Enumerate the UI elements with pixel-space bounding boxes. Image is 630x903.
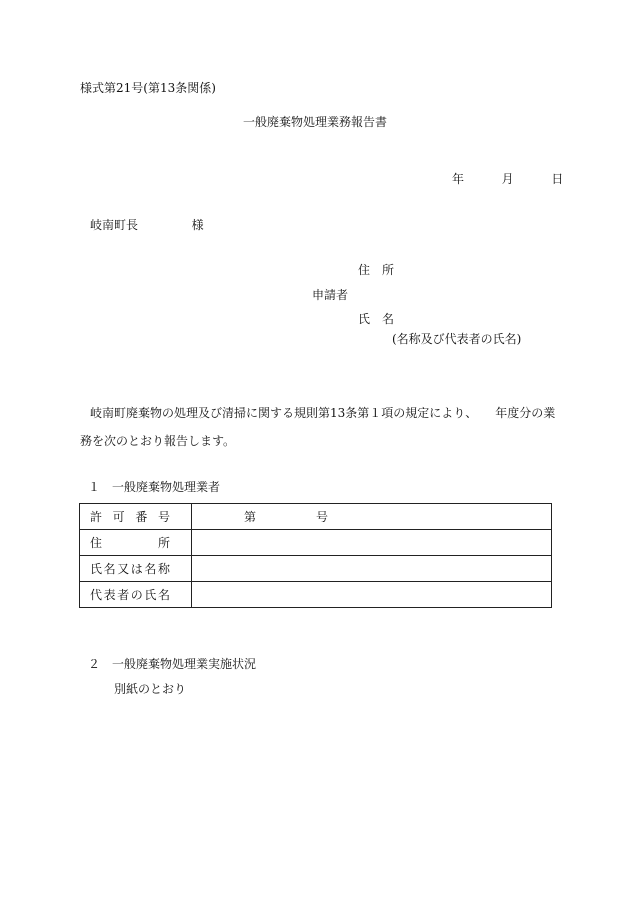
row-label-char: は <box>130 561 143 576</box>
row-value <box>192 582 552 608</box>
date-year: 年 <box>452 172 465 186</box>
row-label-char: 所 <box>157 535 170 550</box>
row-label-char: 許 <box>90 509 103 524</box>
row-label-char: 号 <box>157 509 170 524</box>
section-2-heading: ２ 一般廃棄物処理業実施状況 <box>88 657 257 671</box>
form-number: 様式第21号(第13条関係) <box>80 81 216 95</box>
row-label-char: 称 <box>157 561 170 576</box>
applicant-label: 申請者 <box>312 288 349 302</box>
address-label: 住 所 <box>358 263 395 277</box>
operator-info-table <box>79 503 552 608</box>
row-label <box>80 556 192 582</box>
table-row <box>80 530 552 556</box>
recipient-honorific: 様 <box>191 218 204 232</box>
table-row <box>80 504 552 530</box>
row-label-char: 代 <box>90 587 103 602</box>
row-value <box>192 530 552 556</box>
row-label-char: 者 <box>117 587 130 602</box>
row-label-char: 番 <box>135 509 148 524</box>
body-text-line-1: 岐南町廃棄物の処理及び清掃に関する規則第13条第１項の規定により、 年度分の業 <box>90 406 556 420</box>
row-value <box>192 556 552 582</box>
row-label-char: 可 <box>112 509 125 524</box>
row-label <box>80 582 192 608</box>
table-row <box>80 582 552 608</box>
document-title: 一般廃棄物処理業務報告書 <box>243 115 388 129</box>
row-label <box>80 504 192 530</box>
recipient-line <box>90 219 204 231</box>
row-label-char: の <box>130 587 143 602</box>
date-month: 月 <box>501 172 514 186</box>
row-label-char: 名 <box>157 587 170 602</box>
section-1-heading: １ 一般廃棄物処理業者 <box>88 480 221 494</box>
table-row <box>80 556 552 582</box>
row-label-char: 氏 <box>144 587 157 602</box>
row-label-char: 名 <box>144 561 157 576</box>
row-label <box>80 530 192 556</box>
row-label-char: 又 <box>117 561 130 576</box>
row-label-char: 住 <box>90 535 103 550</box>
row-label-char: 氏 <box>90 561 103 576</box>
row-label-char: 名 <box>103 561 116 576</box>
row-label-char: 表 <box>103 587 116 602</box>
date-day: 日 <box>551 172 564 186</box>
section-2-detail: 別紙のとおり <box>114 682 187 696</box>
recipient-office: 岐南町長 <box>90 218 139 232</box>
row-value: 第 号 <box>192 504 552 530</box>
body-text-line-2: 務を次のとおり報告します。 <box>80 434 236 448</box>
date-line <box>452 173 563 185</box>
name-note: (名称及び代表者の氏名) <box>392 332 522 346</box>
name-label: 氏 名 <box>358 312 395 326</box>
